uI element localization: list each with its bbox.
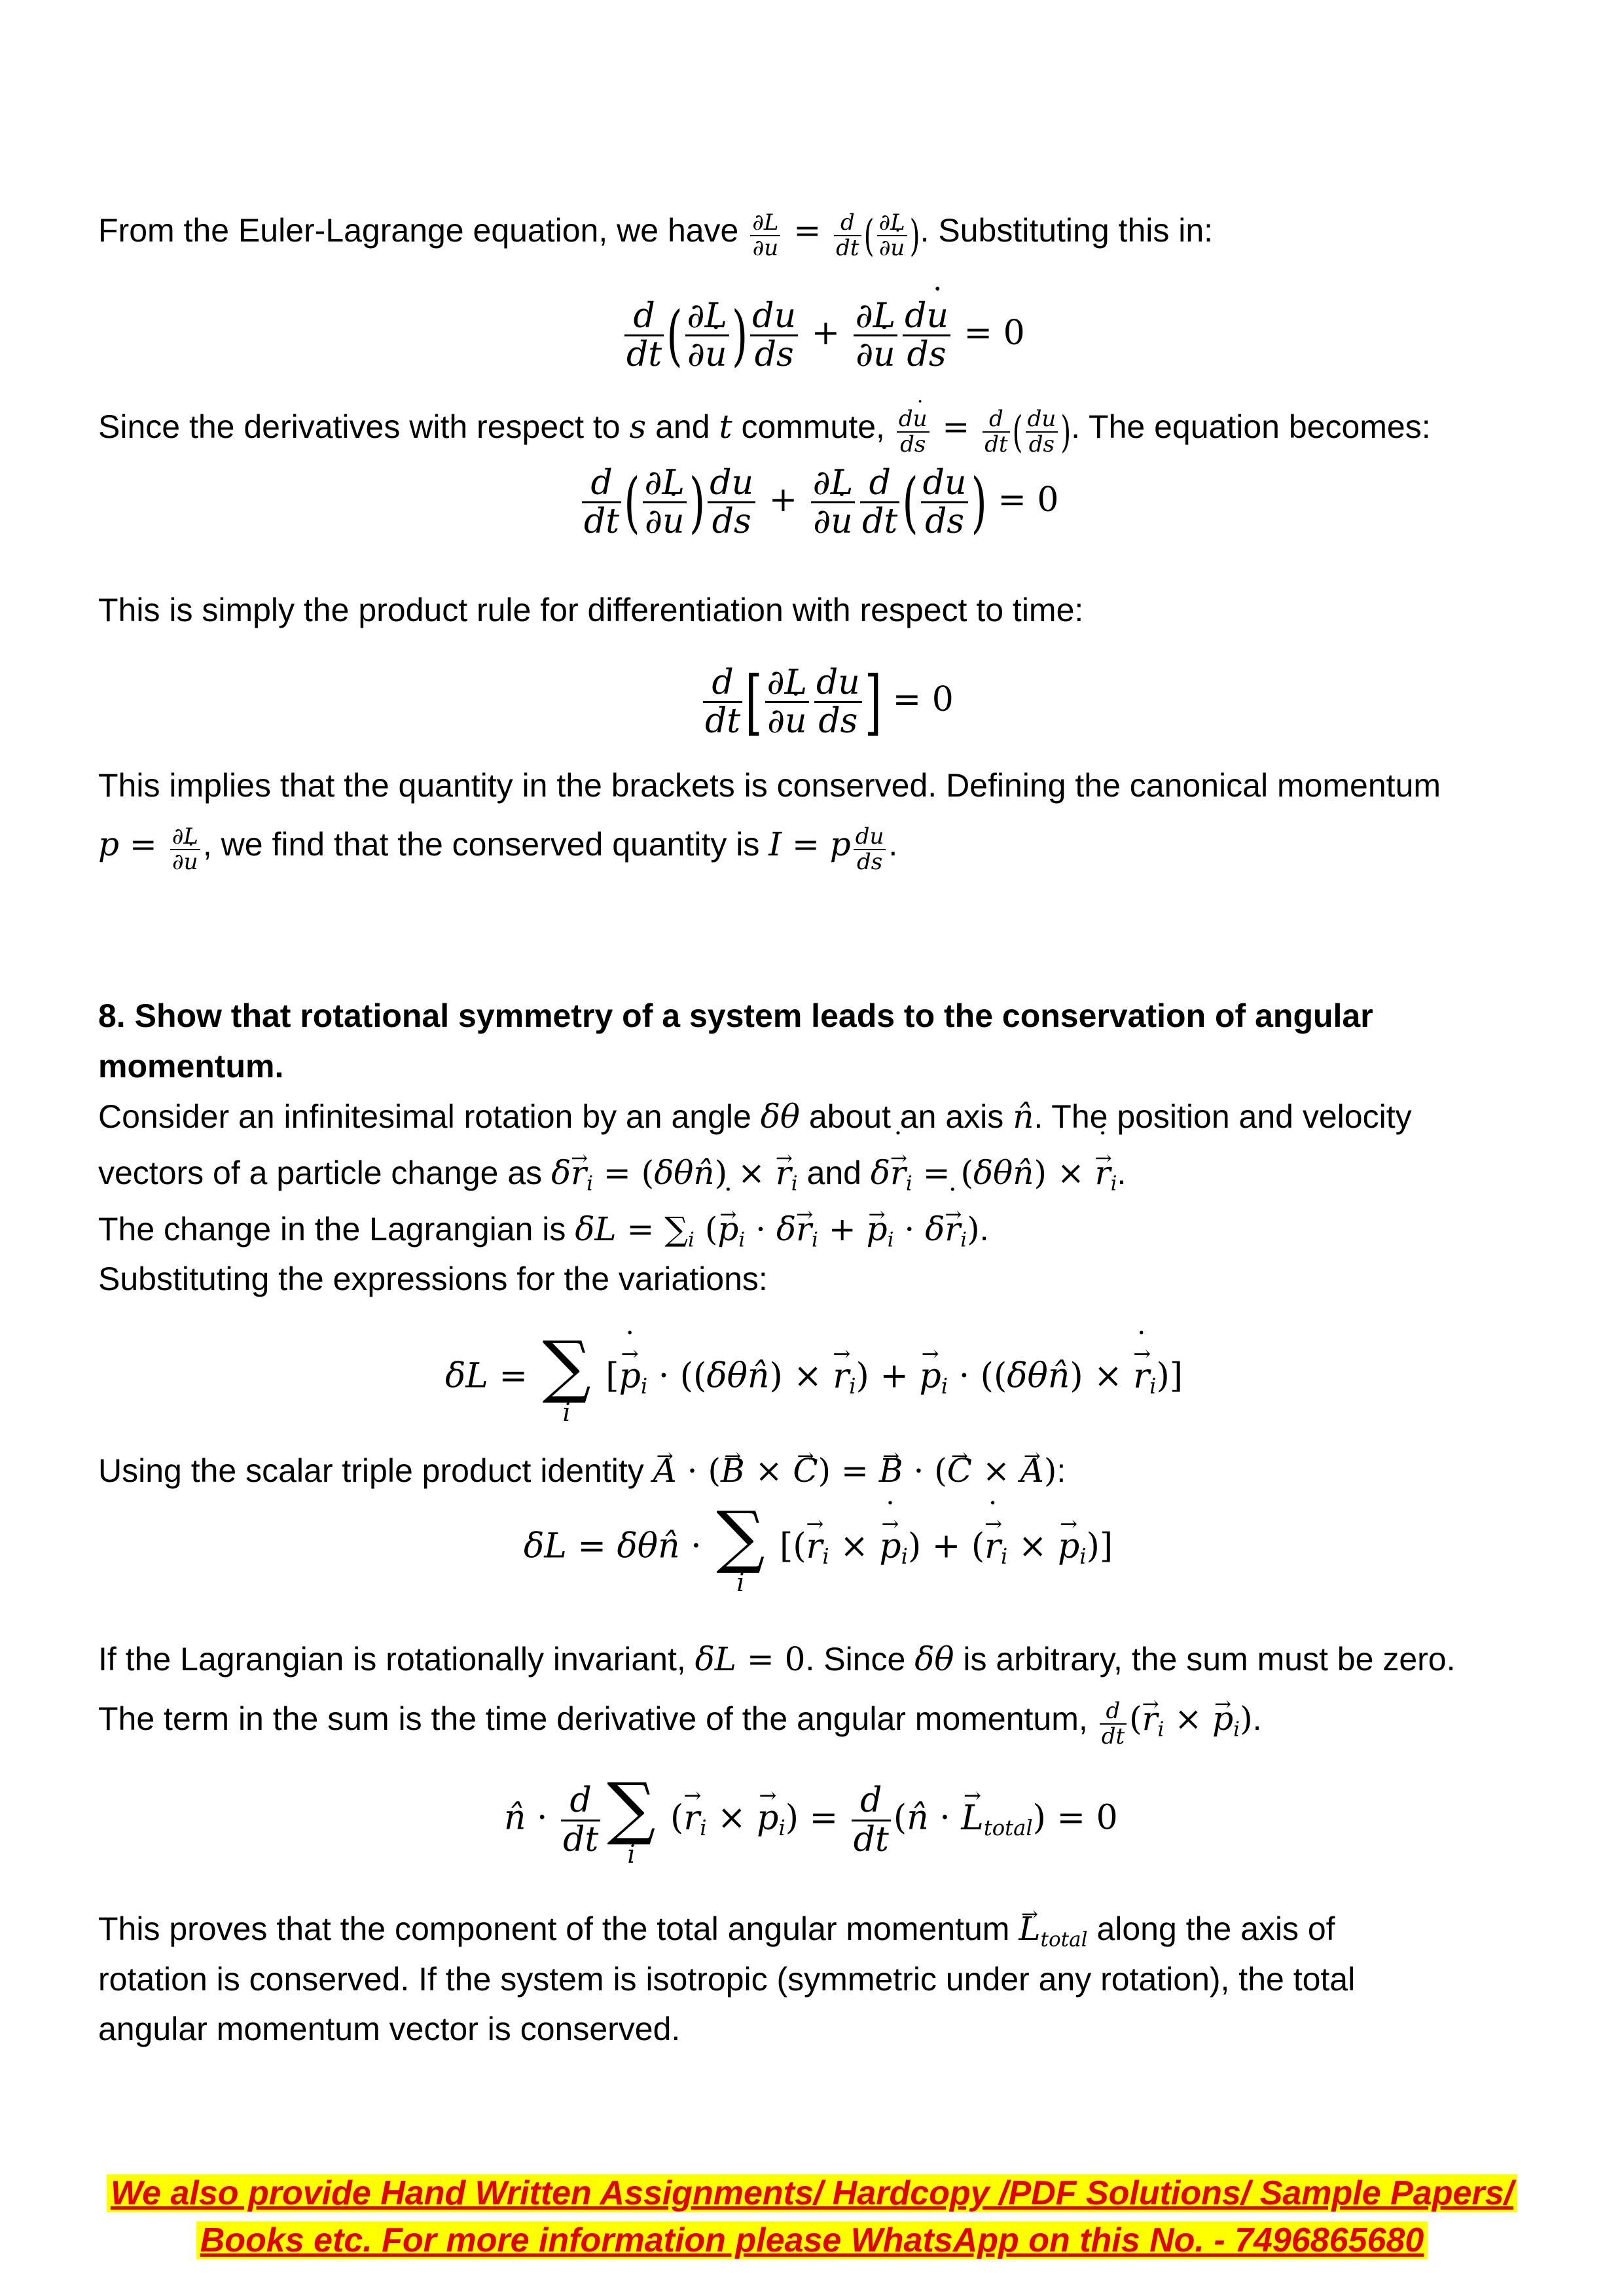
footer-ad-line-1 xyxy=(0,2172,1624,2215)
momentum-definition-line: p = $\frac{\partial L}{\partial u}$ ˙ , we find that the conserved quantity is I = p $\frac{du}{ds}$ . xyxy=(98,823,897,874)
conclusion-line-1: This proves that the component of the total angular momentum → $L_{total}$ along the axis of xyxy=(98,1908,1335,1960)
conclusion-line-2: rotation is conserved. If the system is isotropic (symmetric under any rotation), the total xyxy=(98,1961,1356,1998)
commute-line: Since the derivatives with respect to s and t commute, $\frac{du ˙}{ds}$ = $\frac{d}{dt}$ ( $\frac{du}{ds}$ ). The equation becomes: xyxy=(98,406,1431,457)
euler-lagrange-line: From the Euler-Lagrange equation, we have $\frac{\partial L}{\partial u}$ = $\frac{d}{dt}$ ( $\frac{\partial L}{\partial u}$ ˙ ). Substituting this in: xyxy=(98,209,1213,260)
question-8-heading: 8. Show that rotational symmetry of a system leads to the conservation of angular xyxy=(98,997,1373,1034)
substituting-line: Substituting the expressions for the variations: xyxy=(98,1261,768,1297)
equation-substituted: $\frac{d}{dt}$ ( $\frac{\partial L}{\partial u}$ ˙ ) $\frac{du}{ds}$ + $\frac{\partial L}{\partial u}$ ˙ $\frac{du ˙}{ds}$ = 0 xyxy=(622,298,1025,373)
equation-commuted: $\frac{d}{dt}$ ( $\frac{\partial L}{\partial u}$ ˙ ) $\frac{du}{ds}$ + $\frac{\partial L}{\partial u}$ ˙ $\frac{d}{dt}$ ( $\frac{du}{ds}$ ) = 0 xyxy=(579,465,1059,540)
equation-angular-momentum: n̂ · $\frac{d}{dt}$ ∑ i (→ $r_i$ × → $p_i$) = $\frac{d}{dt}$ (n̂ · → $L_{total}) = 0$ xyxy=(504,1774,1118,1867)
variation-line: vectors of a particle change as $\delta\to r_i$ = (δθn̂) × → $r_i$ and δ→ r $˙_i$ = (δθn̂) × → r $˙_i$. xyxy=(98,1152,1126,1204)
conclusion-line-3: angular momentum vector is conserved. xyxy=(98,2011,681,2047)
equation-delta-l-triple: δL = δθn̂ · ∑ i [(→ $r_i$ × → p $˙_i$) + (→ r $˙_i$ × → $p_i$)] xyxy=(524,1502,1113,1595)
rotation-line: Consider an infinitesimal rotation by an angle δθ about an axis n̂. The position and velocity xyxy=(98,1098,1412,1136)
lagrangian-change-line: The change in the Lagrangian is $\delta L = \sum_i$ (→ p $˙_i \cdot \delta\to r_i$ + → $p_i \cdot \delta\to r$ $˙_i$). xyxy=(98,1208,989,1261)
invariance-line: If the Lagrangian is rotationally invariant, δL = 0. Since δθ is arbitrary, the sum must be zero. xyxy=(98,1640,1456,1678)
footer-ad-text-2: Books etc. For more information please WhatsApp on this No. - 7496865680 xyxy=(196,2221,1428,2259)
footer-ad-line-2 xyxy=(0,2219,1624,2262)
question-8-heading-cont: momentum. xyxy=(98,1048,284,1085)
footer-ad-text-1: We also provide Hand Written Assignments/ Hardcopy /PDF Solutions/ Sample Papers/ xyxy=(107,2174,1517,2212)
equation-product-rule: $\frac{d}{dt}$ [ $\frac{\partial L}{\partial u}$ ˙ $\frac{du}{ds}$ ] = 0 xyxy=(700,664,954,740)
product-rule-line: This is simply the product rule for differentiation with respect to time: xyxy=(98,592,1084,628)
triple-product-line: Using the scalar triple product identity → A · (→ B × → C) = → B · (→ C × → A): xyxy=(98,1450,1066,1492)
equation-delta-l: δL = ∑ i [→ p $˙_i$ · ((δθn̂) × → $r_i$) + → $p_i$ · ((δθn̂) × → r $˙_i$)] xyxy=(445,1332,1183,1425)
time-derivative-line: The term in the sum is the time derivative of the angular momentum, $\frac{d}{dt}$ (→ $r_i$ × → $p_i$). xyxy=(98,1698,1262,1750)
conserved-line: This implies that the quantity in the brackets is conserved. Defining the canonical momentum xyxy=(98,767,1441,804)
